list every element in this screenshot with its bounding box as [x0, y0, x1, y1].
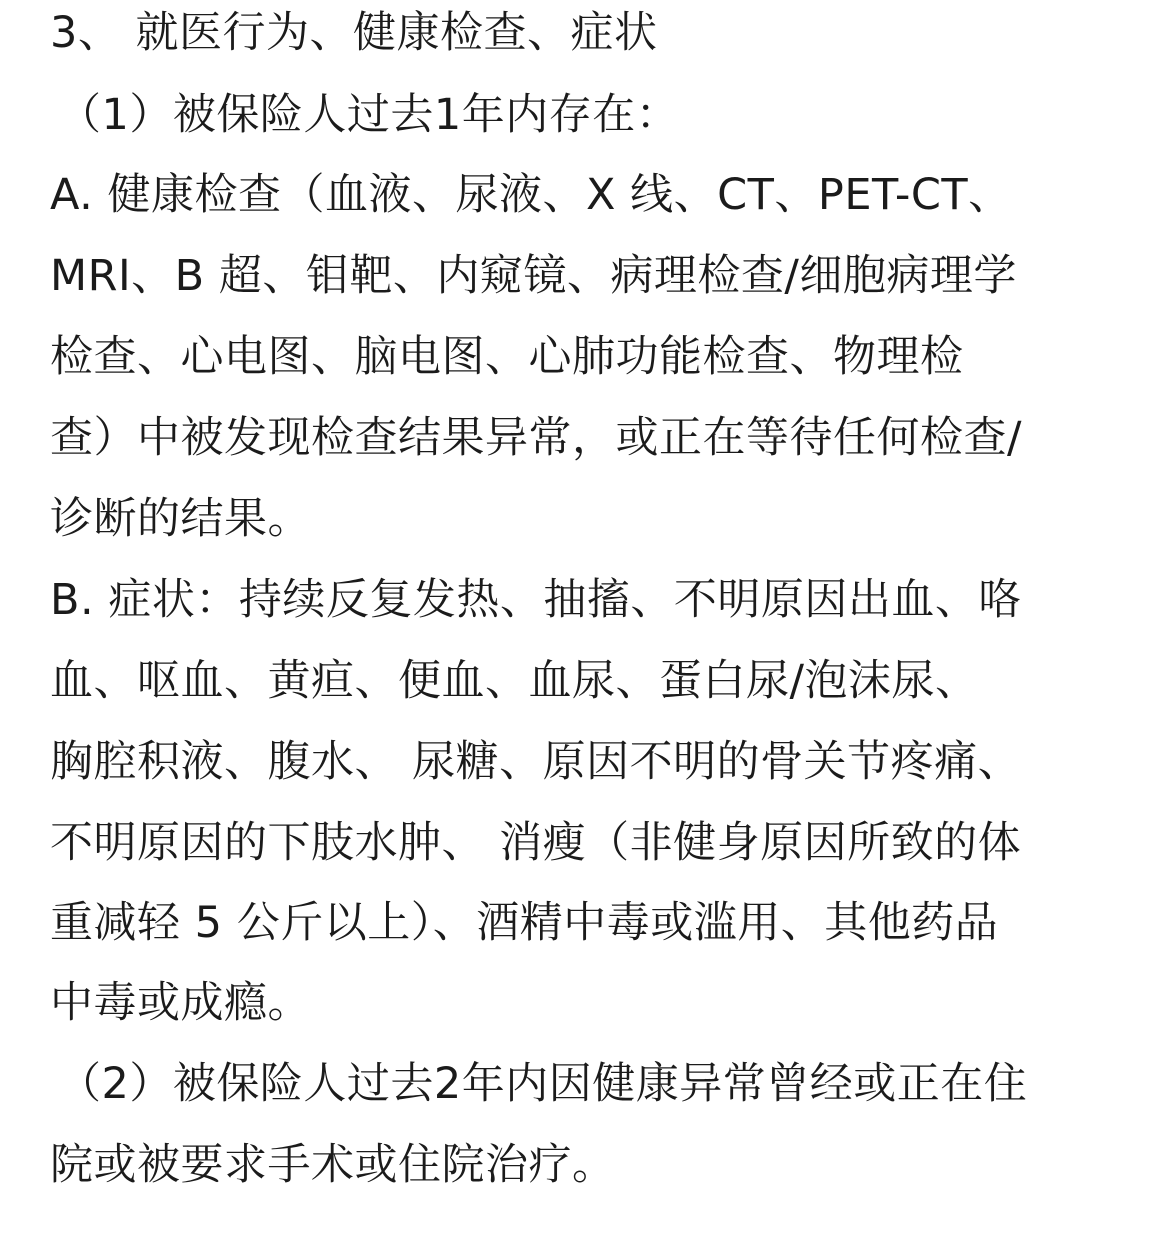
- item-a-line-3: 检查、心电图、脑电图、心肺功能检查、物理检: [50, 332, 964, 382]
- item-2-line-2: 院或被要求手术或住院治疗。: [50, 1140, 616, 1190]
- item-b-line-4: 不明原因的下肢水肿、 消瘦（非健身原因所致的体: [50, 818, 1022, 868]
- section-heading: 3、 就医行为、健康检查、症状: [50, 8, 658, 58]
- item-a-line-2: MRI、B 超、钼靶、内窥镜、病理检查/细胞病理学: [50, 251, 1017, 301]
- item-1-heading: （1）被保险人过去1年内存在：: [58, 90, 680, 140]
- item-a-line-5: 诊断的结果。: [50, 494, 311, 544]
- item-a-line-1: A. 健康检查（血液、尿液、X 线、CT、PET-CT、: [50, 170, 1012, 220]
- item-a-line-4: 查）中被发现检查结果异常，或正在等待任何检查/: [50, 413, 1022, 463]
- item-b-line-1: B. 症状：持续反复发热、抽搐、不明原因出血、咯: [50, 575, 1022, 625]
- item-b-line-5: 重减轻 5 公斤以上）、酒精中毒或滥用、其他药品: [50, 898, 999, 948]
- item-2-line-1: （2）被保险人过去2年内因健康异常曾经或正在住: [58, 1059, 1028, 1109]
- item-b-line-6: 中毒或成瘾。: [50, 978, 311, 1028]
- item-b-line-3: 胸腔积液、腹水、 尿糖、原因不明的骨关节疼痛、: [50, 737, 1022, 787]
- item-b-line-2: 血、呕血、黄疸、便血、血尿、蛋白尿/泡沫尿、: [50, 656, 979, 706]
